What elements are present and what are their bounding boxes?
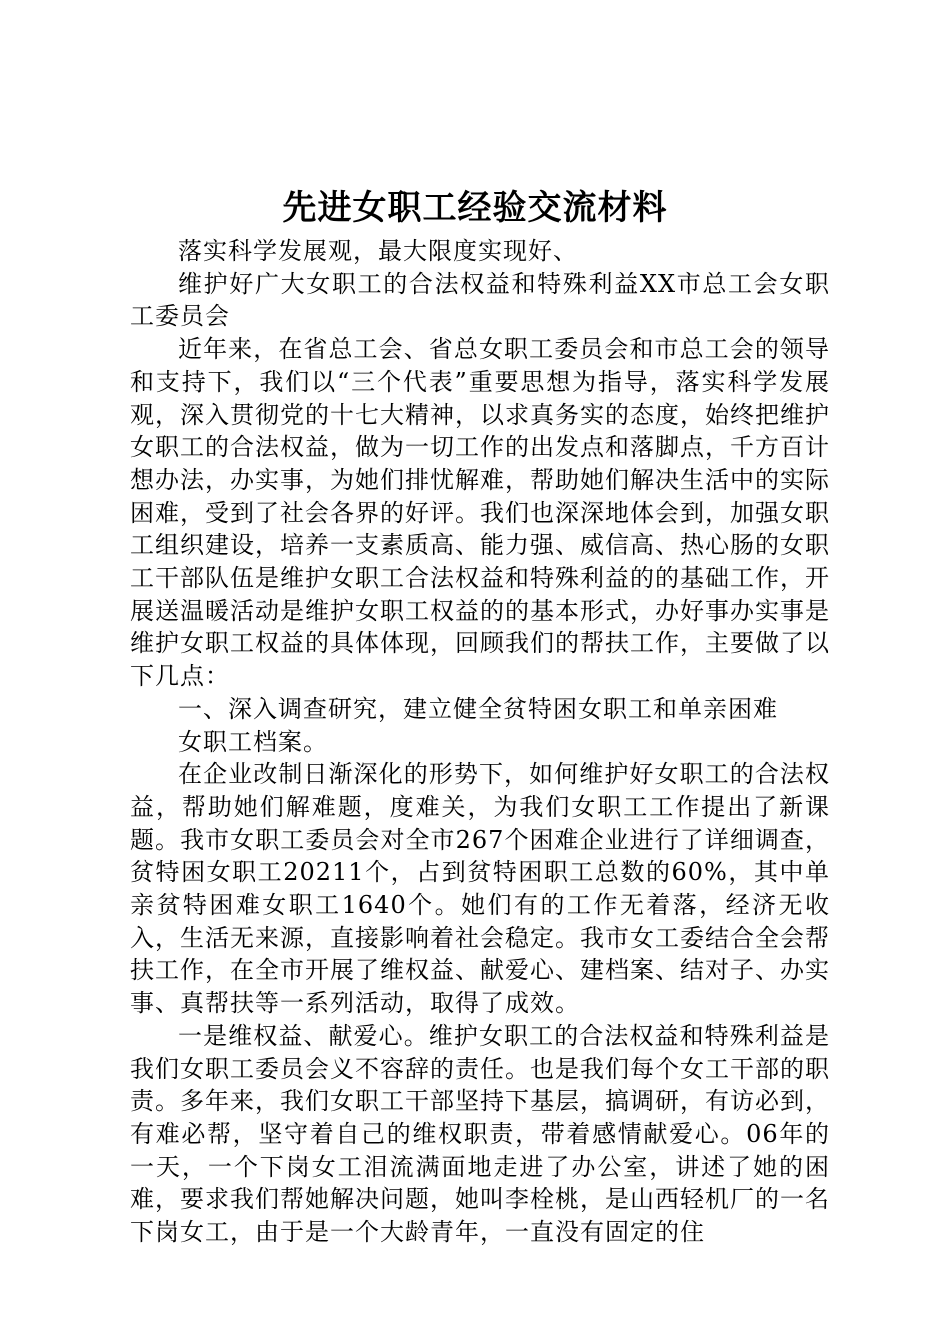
paragraph: 落实科学发展观，最大限度实现好、 — [178, 237, 578, 265]
document-body — [130, 235, 830, 1249]
document-title: 先进女职工经验交流材料 — [282, 188, 668, 228]
paragraph: 在企业改制日渐深化的形势下，如何维护好女职工的合法权益，帮助她们解难题，度难关，为我们女职工工作提出了新课题。我市女职工委员会对全市267个困难企业进行了详细调查，贫特困女职工20211个，占到贫特困职工总数的60%，其中单亲贫特困难女职工1640个。她们有的工作无着落，经济无收入，生活无来源，直接影响着社会稳定。我市女工委结合全会帮扶工作，在全市开展了维权益、献爱心、建档案、结对子、办实事、真帮扶等一系列活动，取得了成效。 — [130, 760, 830, 1018]
paragraph: 一、深入调查研究，建立健全贫特困女职工和单亲困难 — [178, 694, 778, 723]
paragraph: 女职工档案。 — [178, 727, 328, 756]
paragraph: 一是维权益、献爱心。维护女职工的合法权益和特殊利益是我们女职工委员会义不容辞的责任。也是我们每个女工干部的职责。多年来，我们女职工干部坚持下基层，搞调研，有访必到，有难必帮，坚守着自己的维权职责，带着感情献爱心。06年的一天，一个下岗女工泪流满面地走进了办公室，讲述了她的困难，要求我们帮她解决问题，她叫李栓桃，是山西轻机厂的一名下岗女工，由于是一个大龄青年，一直没有固定的住 — [130, 1021, 830, 1247]
paragraph: 维护好广大女职工的合法权益和特殊利益XX市总工会女职工委员会 — [130, 269, 830, 331]
paragraph: 近年来，在省总工会、省总女职工委员会和市总工会的领导和支持下，我们以“三个代表”重要思想为指导，落实科学发展观，深入贯彻党的十七大精神，以求真务实的态度，始终把维护女职工的合法权益，做为一切工作的出发点和落脚点，千方百计想办法，办实事，为她们排忧解难，帮助她们解决生活中的实际困难，受到了社会各界的好评。我们也深深地体会到，加强女职工组织建设，培养一支素质高、能力强、威信高、热心肠的女职工干部队伍是维护女职工合法权益和特殊利益的的基础工作，开展送温暖活动是维护女职工权益的的基本形式，办好事办实事是维护女职工权益的具体体现，回顾我们的帮扶工作，主要做了以下几点： — [130, 335, 830, 691]
